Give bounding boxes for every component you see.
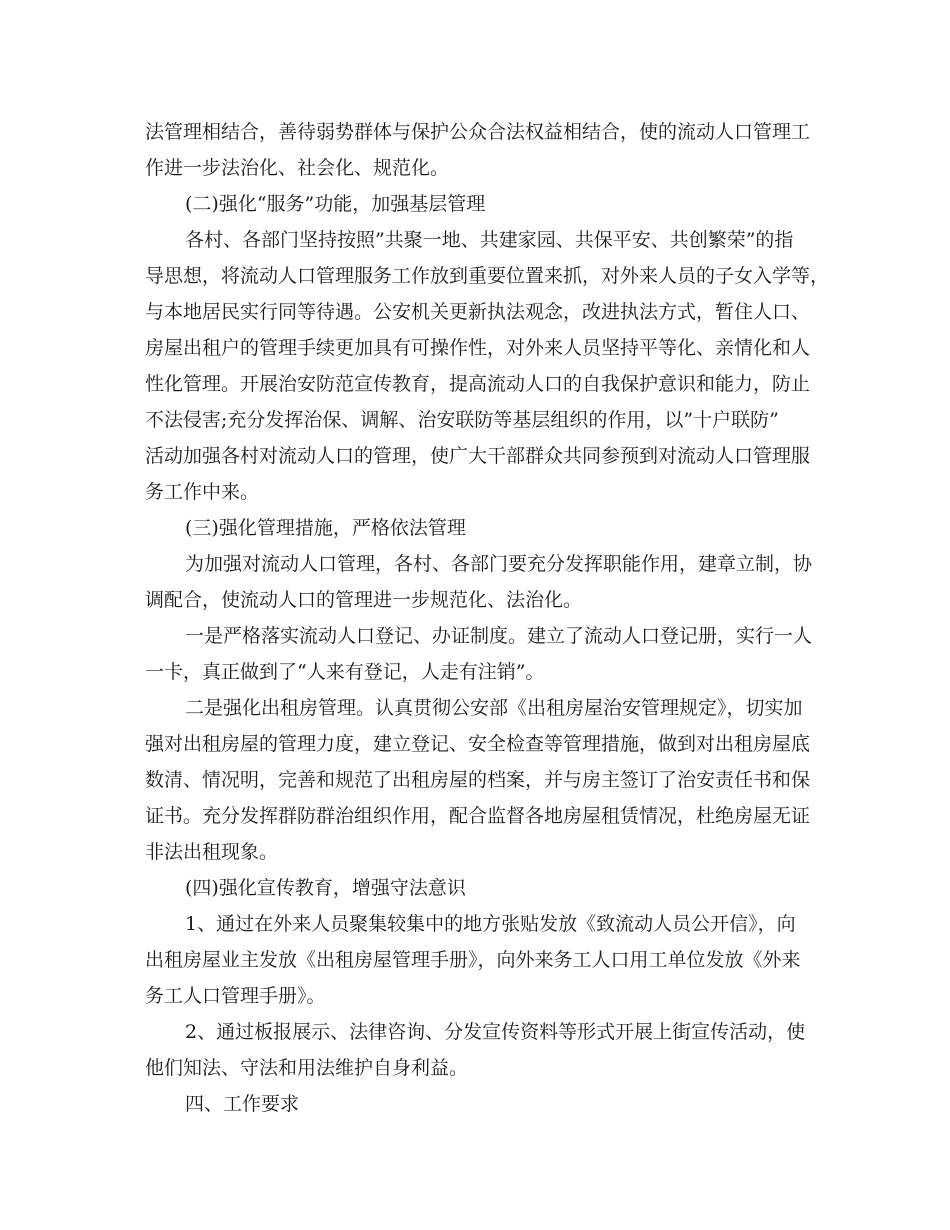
paragraph-line: 与本地居民实行同等待遇。公安机关更新执法观念，改进执法方式，暂住人口、 [145,301,811,323]
paragraph-line: 导思想，将流动人口管理服务工作放到重要位置来抓，对外来人员的子女入学等， [145,265,830,287]
paragraph-line: 2、通过板报展示、法律咨询、分发宣传资料等形式开展上街宣传活动，使 [185,1021,806,1043]
paragraph-line: 不法侵害;充分发挥治保、调解、治安联防等基层组织的作用，以”十户联防” [145,409,779,431]
paragraph-line: 性化管理。开展治安防范宣传教育，提高流动人口的自我保护意识和能力，防止 [145,373,811,395]
paragraph-line: 务工作中来。 [145,481,260,503]
section-heading: (三)强化管理措施，严格依法管理 [185,517,466,539]
paragraph-line: 法管理相结合，善待弱势群体与保护公众合法权益相结合，使的流动人口管理工 [145,121,811,143]
paragraph-line: 一是严格落实流动人口登记、办证制度。建立了流动人口登记册，实行一人 [185,625,813,647]
paragraph-line: 1、通过在外来人员聚集较集中的地方张贴发放《致流动人员公开信》，向 [185,913,796,935]
paragraph-line: 非法出租现象。 [145,841,279,863]
paragraph-line: 他们知法、守法和用法维护自身利益。 [145,1057,469,1079]
paragraph-line: 活动加强各村对流动人口的管理，使广大干部群众共同参预到对流动人口管理服 [145,445,811,467]
paragraph-line: 一卡，真正做到了“人来有登记，人走有注销”。 [145,661,545,683]
section-heading: (四)强化宣传教育，增强守法意识 [185,877,466,899]
paragraph-line: 务工人口管理手册》。 [145,985,326,1007]
paragraph-line: 证书。充分发挥群防群治组织作用，配合监督各地房屋租赁情况，杜绝房屋无证 [145,805,811,827]
section-heading: (二)强化“服务”功能，加强基层管理 [185,193,486,215]
paragraph-line: 房屋出租户的管理手续更加具有可操作性，对外来人员坚持平等化、亲情化和人 [145,337,811,359]
section-heading: 四、工作要求 [185,1093,300,1115]
paragraph-line: 调配合，使流动人口的管理进一步规范化、法治化。 [145,589,583,611]
paragraph-line: 为加强对流动人口管理，各村、各部门要充分发挥职能作用，建章立制，协 [185,553,813,575]
paragraph-line: 各村、各部门坚持按照”共聚一地、共建家园、共保平安、共创繁荣”的指 [185,229,794,251]
paragraph-line: 数清、情况明，完善和规范了出租房屋的档案，并与房主签订了治安责任书和保 [145,769,811,791]
paragraph-line: 作进一步法治化、社会化、规范化。 [145,157,450,179]
paragraph-line: 二是强化出租房管理。认真贯彻公安部《出租房屋治安管理规定》，切实加 [185,697,803,719]
paragraph-line: 出租房屋业主发放《出租房屋管理手册》，向外来务工人口用工单位发放《外来 [145,949,801,971]
paragraph-line: 强对出租房屋的管理力度，建立登记、安全检查等管理措施，做到对出租房屋底 [145,733,811,755]
